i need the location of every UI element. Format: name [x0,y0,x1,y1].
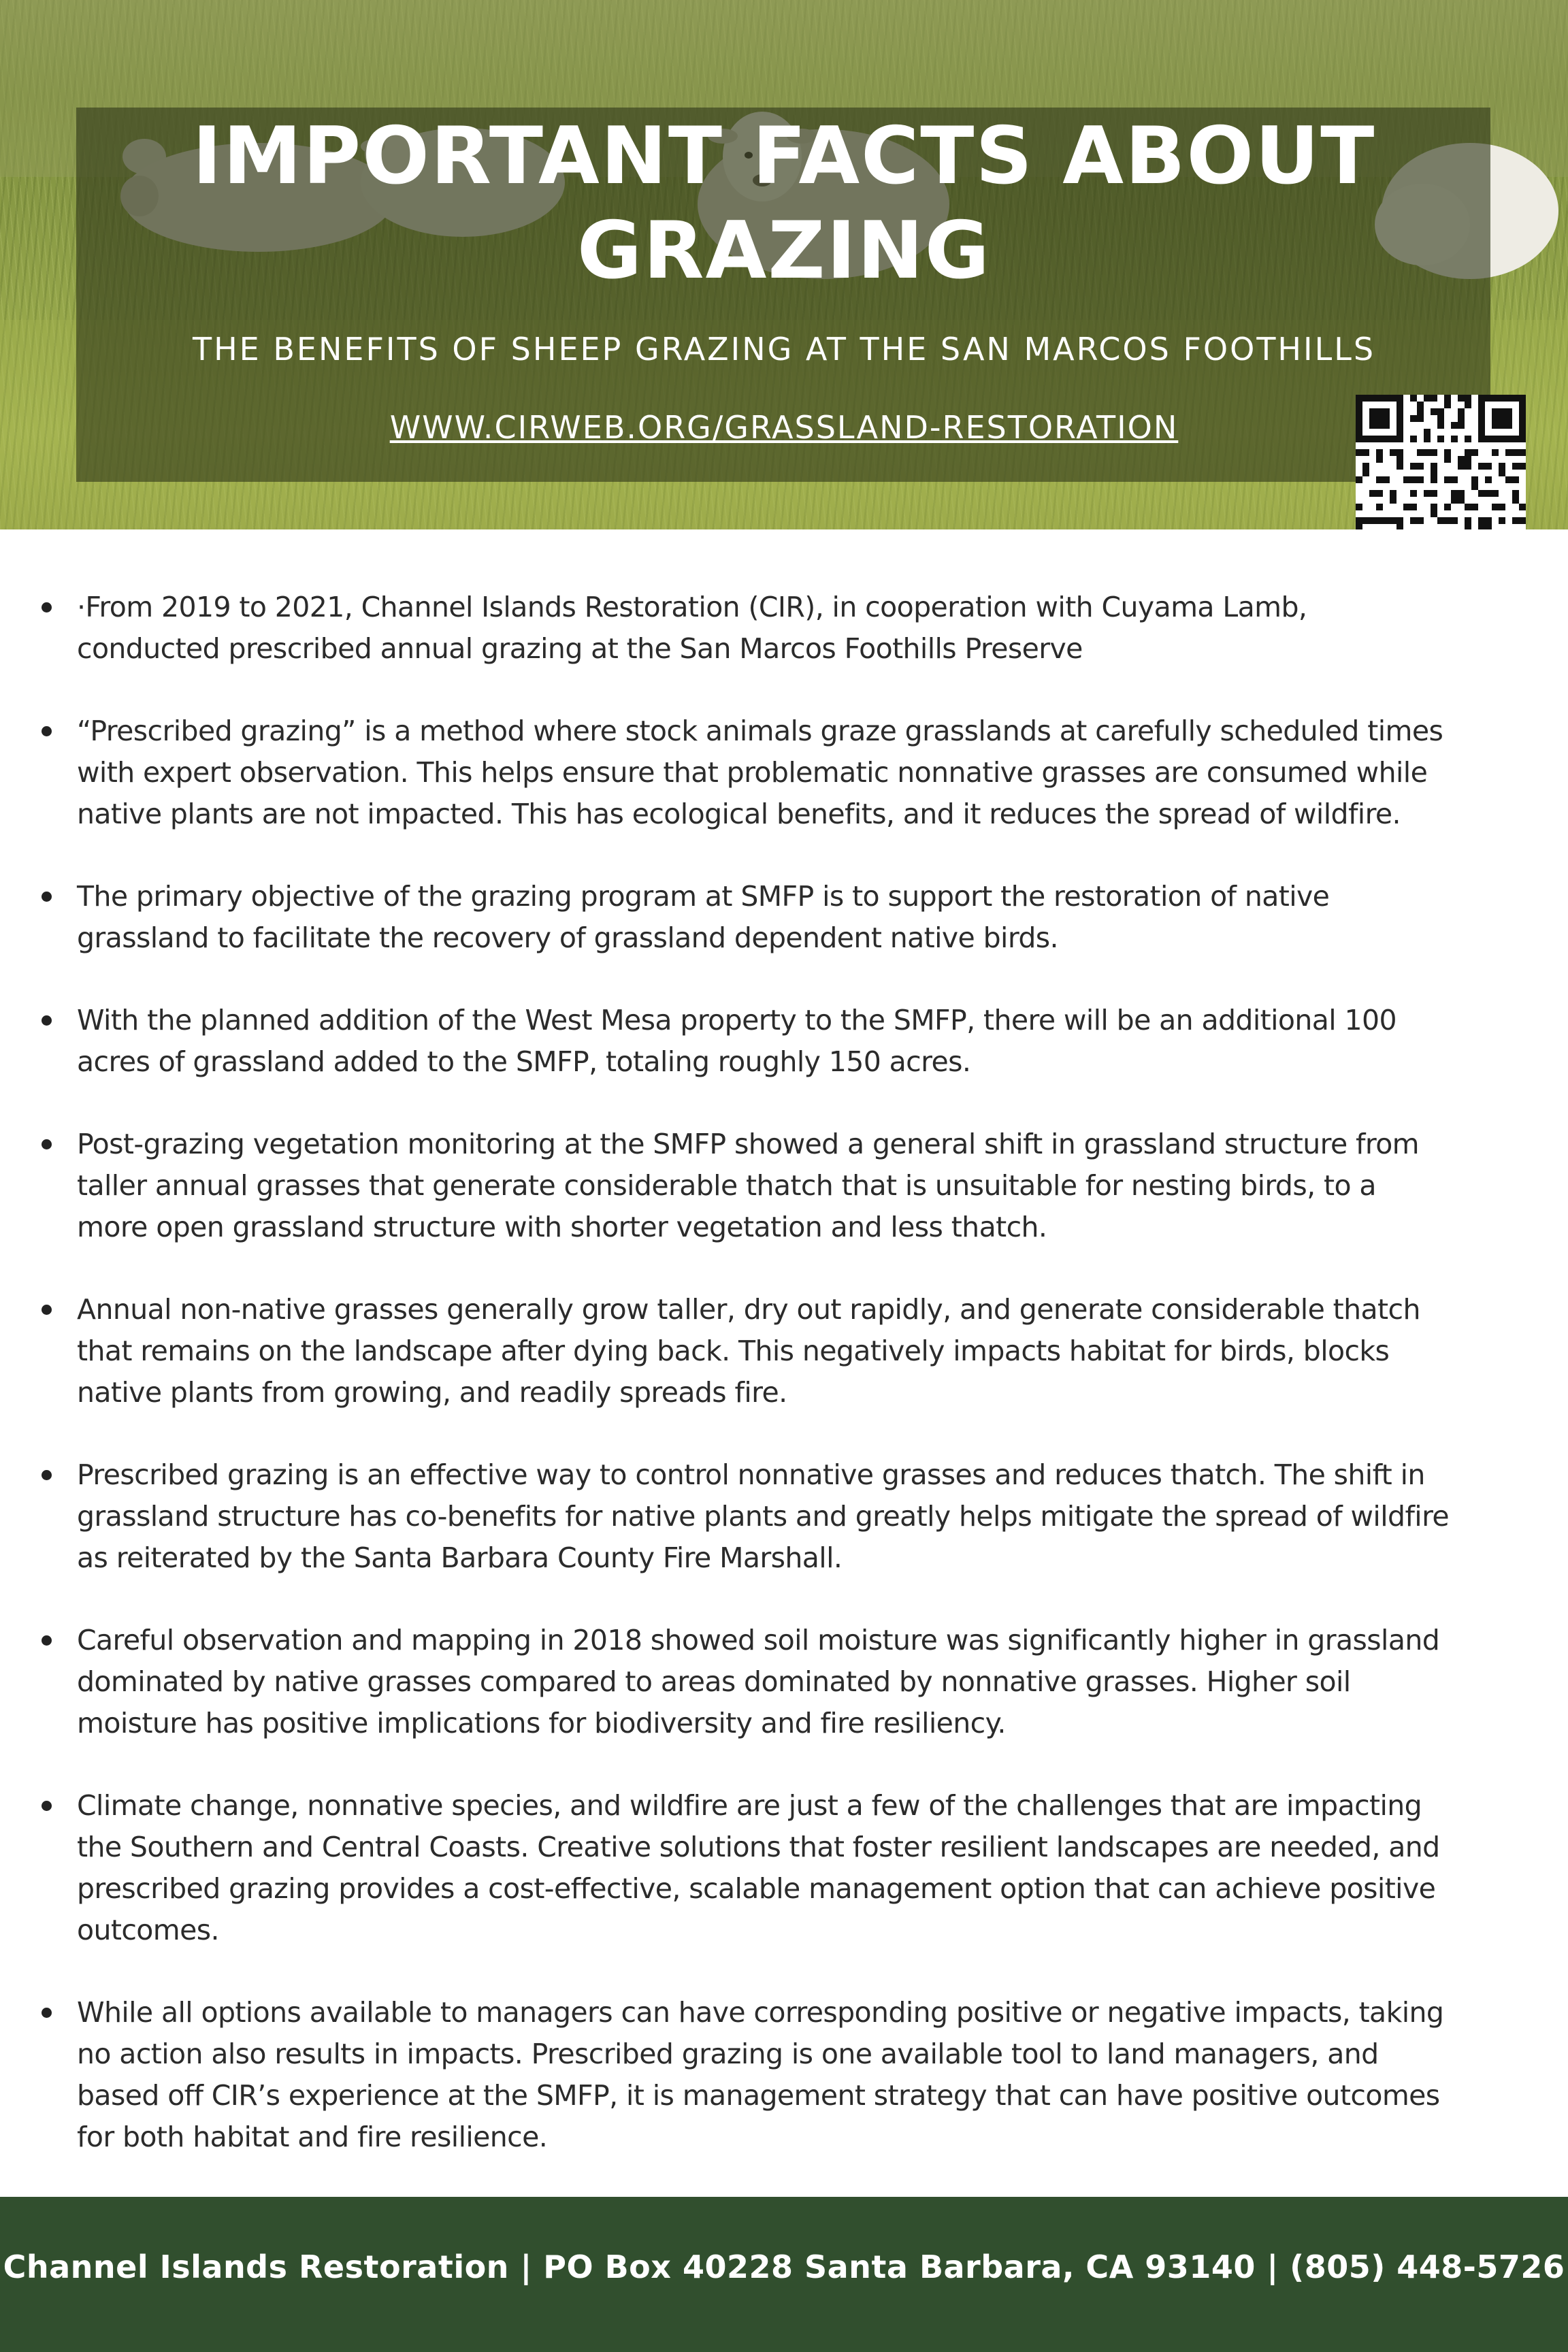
footer-contact: Channel Islands Restoration | PO Box 40228 Santa Barbara, CA 93140 | (805) 448-5726 [3,2249,1565,2285]
bullet-icon [42,1015,52,1026]
bullet-icon [42,892,52,902]
footer-bar [0,2197,1568,2352]
fact-text: ·From 2019 to 2021, Channel Islands Restoration (CIR), in cooperation with Cuyama Lamb, conducted prescribed annual grazing at the San Marcos Foothills Preserve [77,591,1307,665]
fact-text: “Prescribed grazing” is a method where stock animals graze grasslands at carefully scheduled times with expert observation. This helps ensure that problematic nonnative grasses are consumed while native plants are not impacted. This has ecological benefits, and it reduces the spread of wildfire. [77,715,1443,830]
fact-text: Prescribed grazing is an effective way to control nonnative grasses and reduces thatch. The shift in grassland structure has co-benefits for native plants and greatly helps mitigate the spread of wildfire as reiterated by the Santa Barbara County Fire Marshall. [77,1458,1450,1574]
bullet-icon [42,1801,52,1811]
fact-text: Post-grazing vegetation monitoring at the SMFP showed a general shift in grassland structure from taller annual grasses that generate considerable thatch that is unsuitable for nesting birds, to a more open grassland structure with shorter vegetation and less thatch. [77,1128,1420,1243]
fact-text: Annual non-native grasses generally grow taller, dry out rapidly, and generate considerable thatch that remains on the landscape after dying back. This negatively impacts habitat for birds, blocks native plants from growing, and readily spreads fire. [77,1293,1420,1409]
bullet-icon [42,1305,52,1315]
fact-text: With the planned addition of the West Mesa property to the SMFP, there will be an additional 100 acres of grassland added to the SMFP, totaling roughly 150 acres. [77,1004,1396,1078]
fact-text: Careful observation and mapping in 2018 showed soil moisture was significantly higher in grassland dominated by native grasses compared to areas dominated by nonnative grasses. Higher soil moisture has positive implications for biodiversity and fire resiliency. [77,1624,1440,1740]
fact-text: The primary objective of the grazing program at SMFP is to support the restoration of native grassland to facilitate the recovery of grassland dependent native birds. [77,880,1330,954]
list-item [37,1124,1453,1248]
list-item [37,1289,1453,1414]
list-item [37,876,1453,959]
fact-text: Climate change, nonnative species, and wildfire are just a few of the challenges that are impacting the Southern and Central Coasts. Creative solutions that foster resilient landscapes are needed, and prescribed grazing provides a cost-effective, scalable management option that can achieve positive outcomes. [77,1789,1440,1946]
fact-text: While all options available to managers can have corresponding positive or negative impacts, taking no action also results in impacts. Prescribed grazing is one available tool to land managers, and based off CIR’s experience at the SMFP, it is management strategy that can have positive outcomes for both habitat and fire resilience. [77,1996,1444,2153]
bullet-icon [42,1635,52,1646]
list-item [37,587,1453,670]
bullet-icon [42,1470,52,1480]
list-item [37,1785,1453,1951]
bullet-icon [42,726,52,736]
list-item [37,1000,1453,1083]
page-title: IMPORTANT FACTS ABOUT GRAZING [192,110,1376,297]
bullet-icon [42,2008,52,2018]
hero-banner [0,0,1568,529]
list-item [37,1620,1453,1744]
list-item [37,710,1453,835]
bullet-icon [42,602,52,612]
page-subtitle: THE BENEFITS OF SHEEP GRAZING AT THE SAN MARCOS FOOTHILLS [192,331,1376,368]
facts-list [37,587,1453,2199]
qr-code-icon[interactable] [1356,395,1526,529]
bullet-icon [42,1139,52,1149]
list-item [37,1992,1453,2158]
website-link[interactable]: WWW.CIRWEB.ORG/GRASSLAND-RESTORATION [389,409,1179,446]
list-item [37,1454,1453,1579]
